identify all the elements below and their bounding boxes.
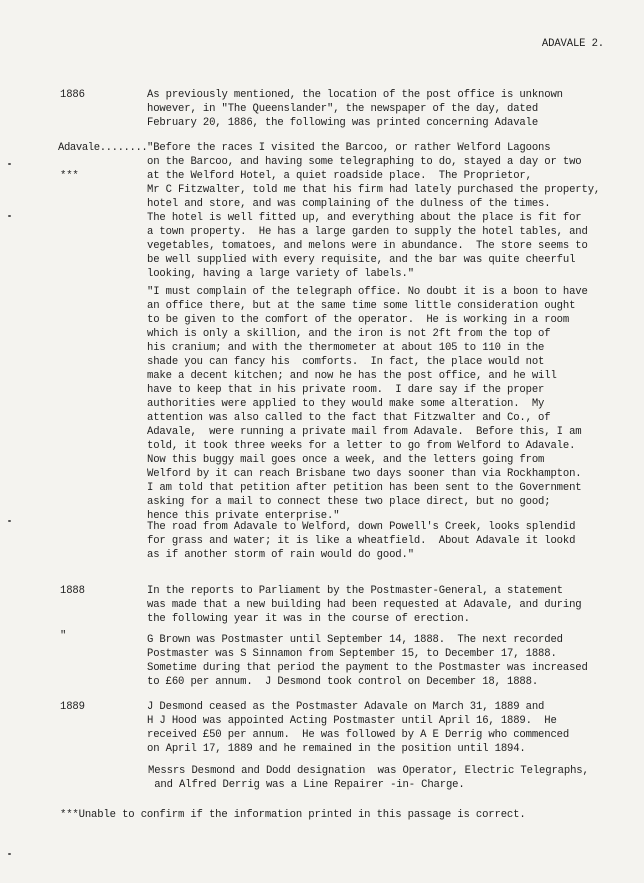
text-line: a town property. He has a large garden to supply the hotel tables, and <box>147 226 588 238</box>
text-line: In the reports to Parliament by the Postmaster-General, a statement <box>147 585 563 597</box>
text-line: Postmaster was S Sinnamon from September 15, to December 17, 1888. <box>147 648 557 660</box>
footnote: ***Unable to confirm if the information printed in this passage is correct. <box>60 809 526 821</box>
text-line: however, in "The Queenslander", the newspaper of the day, dated <box>147 103 539 115</box>
text-line: attention was also called to the fact that Fitzwalter and Co., of <box>147 412 551 424</box>
margin-year-1886: 1886 <box>60 89 85 101</box>
text-line: was made that a new building had been requested at Adavale, and during <box>147 599 582 611</box>
margin-year-1888: 1888 <box>60 585 85 597</box>
margin-ditto-mark: " <box>60 630 67 642</box>
text-line: make a decent kitchen; and now he has the post office, and he will <box>147 370 557 382</box>
text-line: be well supplied with every requisite, and the bar was quite cheerful <box>147 254 576 266</box>
text-line: his cranium; and with the thermometer at about 105 to 110 in the <box>147 342 545 354</box>
text-line: Now this buggy mail goes once a week, and the letters going from <box>147 454 545 466</box>
text-line: vegetables, tomatoes, and melons were in abundance. The store seems to <box>147 240 588 252</box>
text-line: at the Welford Hotel, a quiet roadside place. The Proprietor, <box>147 170 532 182</box>
text-line: Welford by it can reach Brisbane two days sooner than via Rockhampton. <box>147 468 582 480</box>
text-line: as if another storm of rain would do good." <box>147 549 414 561</box>
scan-speck <box>8 163 11 165</box>
text-line: on April 17, 1889 and he remained in the position until 1894. <box>147 743 526 755</box>
text-line: Adavale, were running a private mail from Adavale. Before this, I am <box>147 426 582 438</box>
margin-adavale-label: Adavale........ <box>58 142 148 154</box>
margin-year-1889: 1889 <box>60 701 85 713</box>
text-line: which is only a skillion, and the iron is not 2ft from the top of <box>147 328 551 340</box>
text-line: to £60 per annum. J Desmond took control on December 18, 1888. <box>147 676 539 688</box>
text-line: I am told that petition after petition has been sent to the Government <box>147 482 582 494</box>
scan-speck <box>8 215 11 217</box>
text-line: authorities were applied to they would make some alteration. My <box>147 398 545 410</box>
text-line: received £50 per annum. He was followed by A E Derrig who commenced <box>147 729 570 741</box>
text-line: "I must complain of the telegraph office. No doubt it is a boon to have <box>147 286 588 298</box>
text-line: February 20, 1886, the following was printed concerning Adavale <box>147 117 539 129</box>
margin-stars: *** <box>60 170 79 182</box>
scan-speck <box>8 520 11 522</box>
text-line: shade you can fancy his comforts. In fact, the place would not <box>147 356 545 368</box>
text-line: H J Hood was appointed Acting Postmaster until April 16, 1889. He <box>147 715 557 727</box>
text-line: looking, having a large variety of labels." <box>147 268 414 280</box>
text-line: to be given to the comfort of the operator. He is working in a room <box>147 314 570 326</box>
text-line: "Before the races I visited the Barcoo, or rather Welford Lagoons <box>147 142 551 154</box>
text-line: asking for a mail to connect these two place direct, but no good; <box>147 496 551 508</box>
text-line: G Brown was Postmaster until September 14, 1888. The next recorded <box>147 634 563 646</box>
text-line: for grass and water; it is like a wheatfield. About Adavale it lookd <box>147 535 576 547</box>
text-line: have to keep that in his private room. I dare say if the proper <box>147 384 545 396</box>
text-line: told, it took three weeks for a letter to go from Welford to Adavale. <box>147 440 576 452</box>
text-line: Sometime during that period the payment to the Postmaster was increased <box>147 662 588 674</box>
page-header: ADAVALE 2. <box>541 38 604 50</box>
text-line: and Alfred Derrig was a Line Repairer -in- Charge. <box>148 779 465 791</box>
text-line: J Desmond ceased as the Postmaster Adavale on March 31, 1889 and <box>147 701 545 713</box>
text-line: Messrs Desmond and Dodd designation was Operator, Electric Telegraphs, <box>148 765 589 777</box>
scan-speck <box>8 853 11 855</box>
text-line: on the Barcoo, and having some telegraphing to do, stayed a day or two <box>147 156 582 168</box>
text-line: As previously mentioned, the location of the post office is unknown <box>147 89 563 101</box>
text-line: hotel and store, and was complaining of the dulness of the times. <box>147 198 551 210</box>
text-line: The road from Adavale to Welford, down Powell's Creek, looks splendid <box>147 521 576 533</box>
text-line: the following year it was in the course of erection. <box>147 613 470 625</box>
text-line: hence this private enterprise." <box>147 510 340 522</box>
text-line: The hotel is well fitted up, and everything about the place is fit for <box>147 212 582 224</box>
text-line: Mr C Fitzwalter, told me that his firm had lately purchased the property, <box>147 184 601 196</box>
text-line: an office there, but at the same time some little consideration ought <box>147 300 576 312</box>
